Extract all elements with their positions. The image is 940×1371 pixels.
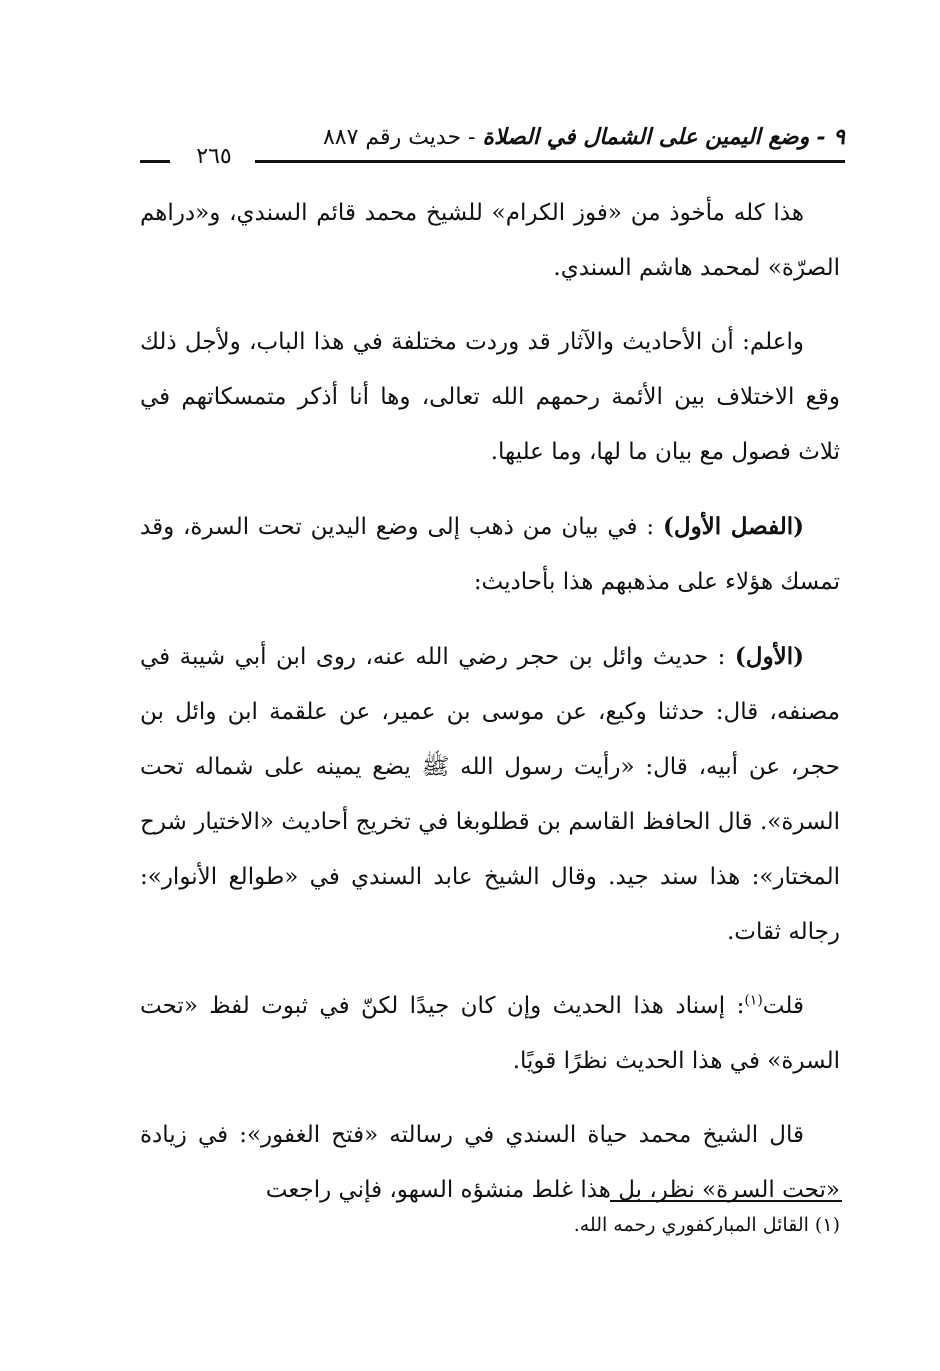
paragraph-text: قال الشيخ محمد حياة السندي في رسالته «فتح الغفور»: في زيادة «تحت السرة» نظر، بل هذا غلط منشؤه السهو، فإني راجعت	[140, 1122, 840, 1203]
paragraph-text: : إسناد هذا الحديث وإن كان جيدًا لكنّ في ثبوت لفظ «تحت السرة» في هذا الحديث نظرًا قويًا.	[140, 993, 840, 1074]
paragraph-text: قلت	[762, 993, 804, 1019]
page-number-rule	[140, 160, 170, 163]
header-rule	[255, 160, 845, 163]
paragraph-text: واعلم: أن الأحاديث والآثار قد وردت مختلفة في هذا الباب، ولأجل ذلك وقع الاختلاف بين الأئمة رحمهم الله تعالى، وها أنا أذكر متمسكاتهم في ثلاث فصول مع بيان ما لها، وما عليها.	[140, 329, 841, 465]
body-text	[140, 186, 840, 1237]
paragraph-author-note	[140, 979, 840, 1089]
footnote-reference: (١)	[744, 992, 763, 1009]
page-number: ٢٦٥	[196, 144, 232, 169]
chapter-title: وضع اليمين على الشمال في الصلاة	[482, 124, 810, 150]
paragraph-introduction	[140, 315, 840, 480]
running-title	[323, 122, 845, 153]
chapter-number: ٩ -	[816, 124, 845, 150]
footnote-rule	[610, 1200, 842, 1202]
hadith-reference: - حديث رقم ٨٨٧	[322, 125, 476, 150]
paragraph-text: : حديث وائل بن حجر رضي الله عنه، روى ابن أبي شيبة في مصنفه، قال: حدثنا وكيع، عن موسى بن عمير، عن علقمة ابن وائل بن حجر، عن أبيه، قال: «رأيت رسول الله ﷺ يضع يمينه على شماله تحت السرة». قال الحافظ القاسم بن قطلوبغا في تخريج أحاديث «الاختيار شرح المختار»: هذا سند جيد. وقال الشيخ عابد السندي في «طوالع الأنوار»: رجاله ثقات.	[140, 644, 840, 945]
hadith-heading: (الأول)	[734, 643, 805, 670]
section-heading: (الفصل الأول)	[662, 513, 805, 540]
paragraph-first-hadith	[140, 629, 840, 960]
paragraph-text: هذا كله مأخوذ من «فوز الكرام» للشيخ محمد قائم السندي، و«دراهم الصرّة» لمحمد هاشم السندي.	[140, 200, 840, 281]
paragraph-first-section	[140, 499, 840, 610]
footnote: (١) القائل المباركفوري رحمه الله.	[573, 1214, 840, 1236]
paragraph-text: : في بيان من ذهب إلى وضع اليدين تحت السرة، وقد تمسك هؤلاء على مذهبهم هذا بأحاديث:	[140, 514, 840, 595]
page-header	[140, 122, 845, 169]
paragraph-source-note	[140, 186, 840, 296]
